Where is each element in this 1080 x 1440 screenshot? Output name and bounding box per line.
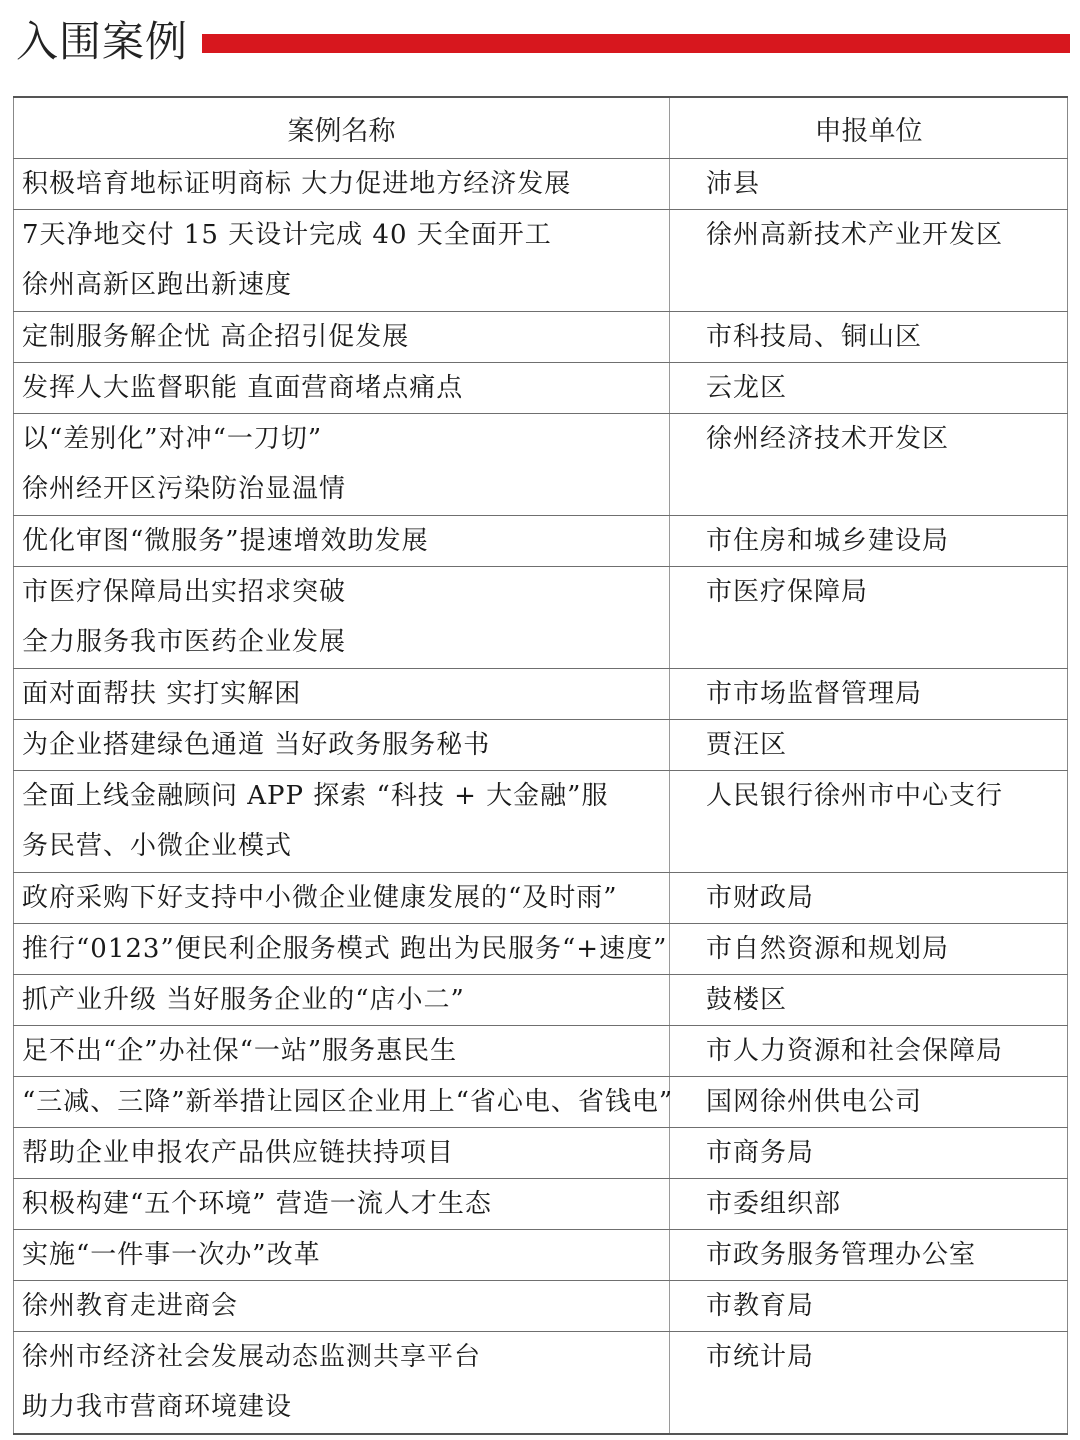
case-name-line: 发挥人大监督职能 直面营商堵点痛点: [22, 373, 464, 403]
table-row: [14, 1230, 1068, 1281]
unit-text: 市人力资源和社会保障局: [706, 1036, 1004, 1066]
page-title: 入围案例: [16, 17, 189, 66]
unit-cell: [670, 363, 1068, 414]
unit-text: 国网徐州供电公司: [706, 1087, 923, 1117]
case-name-line: 以“差别化”对冲“一刀切”: [22, 424, 323, 454]
table-row: [14, 1179, 1068, 1230]
case-name-cell: [14, 516, 670, 567]
case-name-line: 帮助企业申报农产品供应链扶持项目: [22, 1138, 455, 1168]
unit-cell: [670, 720, 1068, 771]
case-name-line: 足不出“企”办社保“一站”服务惠民生: [22, 1036, 458, 1066]
column-header-unit: 申报单位: [670, 97, 1068, 159]
case-name-cell: [14, 414, 670, 516]
case-name-cell: [14, 567, 670, 669]
unit-text: 市教育局: [706, 1291, 815, 1321]
unit-text: 云龙区: [706, 373, 788, 403]
column-header-case-name: 案例名称: [14, 97, 670, 159]
unit-cell: [670, 1332, 1068, 1435]
case-name-cell: [14, 924, 670, 975]
case-name-line: 面对面帮扶 实打实解困: [22, 679, 302, 709]
table-row: [14, 720, 1068, 771]
case-name-cell: [14, 873, 670, 924]
unit-text: 市财政局: [706, 883, 815, 913]
unit-text: 市政务服务管理办公室: [706, 1240, 977, 1270]
unit-cell: [670, 567, 1068, 669]
unit-cell: [670, 771, 1068, 873]
case-name-line: 积极培育地标证明商标 大力促进地方经济发展: [22, 169, 572, 199]
unit-text: 市市场监督管理局: [706, 679, 923, 709]
unit-text: 市商务局: [706, 1138, 815, 1168]
case-name-cell: [14, 1128, 670, 1179]
cases-table: [13, 96, 1068, 1435]
cases-table-container: [13, 96, 1067, 1421]
case-name-cell: [14, 1077, 674, 1128]
case-name-cell: [14, 1281, 670, 1332]
table-row: [14, 873, 1068, 924]
case-name-line: 务民营、小微企业模式: [22, 831, 293, 861]
unit-text: 人民银行徐州市中心支行: [706, 781, 1004, 811]
unit-text: 徐州经济技术开发区: [706, 424, 950, 454]
unit-cell: [670, 516, 1068, 567]
unit-text: 沛县: [706, 169, 761, 199]
unit-text: 市科技局、铜山区: [706, 322, 923, 352]
case-name-line: 为企业搭建绿色通道 当好政务服务秘书: [22, 730, 491, 760]
table-row: [14, 312, 1068, 363]
case-name-cell: [14, 159, 670, 210]
case-name-line: 全面上线金融顾问 APP 探索 “科技 + 大金融”服: [22, 781, 609, 811]
case-name-line: 实施“一件事一次办”改革: [22, 1240, 321, 1270]
unit-cell: [670, 1077, 1068, 1128]
case-name-line: “三减、三降”新举措让园区企业用上“省心电、省钱电”: [22, 1087, 674, 1117]
case-name-line: 7天净地交付 15 天设计完成 40 天全面开工: [22, 220, 552, 250]
unit-cell: [670, 924, 1068, 975]
case-name-line: 徐州经开区污染防治显温情: [22, 474, 347, 504]
table-row: [14, 414, 1068, 516]
table-row: [14, 1281, 1068, 1332]
unit-cell: [670, 1230, 1068, 1281]
unit-text: 市医疗保障局: [706, 577, 869, 607]
table-row: [14, 159, 1068, 210]
table-row: [14, 669, 1068, 720]
case-name-line: 积极构建“五个环境” 营造一流人才生态: [22, 1189, 492, 1219]
case-name-line: 徐州高新区跑出新速度: [22, 270, 293, 300]
unit-cell: [670, 1128, 1068, 1179]
case-name-cell: [14, 363, 670, 414]
unit-text: 市住房和城乡建设局: [706, 526, 950, 556]
title-accent-bar: [202, 34, 1070, 53]
table-row: [14, 1026, 1068, 1077]
case-name-cell: [14, 771, 670, 873]
unit-text: 市委组织部: [706, 1189, 842, 1219]
case-name-line: 助力我市营商环境建设: [22, 1392, 293, 1422]
unit-text: 贾汪区: [706, 730, 788, 760]
case-name-cell: [14, 720, 670, 771]
unit-cell: [670, 414, 1068, 516]
page-header: [14, 8, 1070, 78]
table-row: [14, 516, 1068, 567]
case-name-line: 抓产业升级 当好服务企业的“店小二”: [22, 985, 465, 1015]
unit-text: 徐州高新技术产业开发区: [706, 220, 1004, 250]
case-name-line: 政府采购下好支持中小微企业健康发展的“及时雨”: [22, 883, 618, 913]
unit-cell: [670, 873, 1068, 924]
case-name-cell: [14, 210, 670, 312]
unit-cell: [670, 159, 1068, 210]
unit-cell: [670, 669, 1068, 720]
table-row: [14, 975, 1068, 1026]
unit-cell: [670, 975, 1068, 1026]
unit-text: 市自然资源和规划局: [706, 934, 950, 964]
unit-cell: [670, 312, 1068, 363]
table-row: [14, 1128, 1068, 1179]
table-row: [14, 771, 1068, 873]
unit-cell: [670, 1179, 1068, 1230]
case-name-cell: [14, 1179, 670, 1230]
table-row: [14, 1332, 1068, 1435]
case-name-cell: [14, 669, 670, 720]
case-name-line: 定制服务解企忧 高企招引促发展: [22, 322, 410, 352]
case-name-cell: [14, 975, 670, 1026]
unit-text: 市统计局: [706, 1342, 815, 1372]
case-name-line: 徐州市经济社会发展动态监测共享平台: [22, 1342, 482, 1372]
unit-cell: [670, 210, 1068, 312]
case-name-line: 推行“0123”便民利企服务模式 跑出为民服务“+速度”: [22, 934, 668, 964]
table-row: [14, 924, 1068, 975]
case-name-line: 市医疗保障局出实招求突破: [22, 577, 347, 607]
unit-cell: [670, 1026, 1068, 1077]
table-header-row: [14, 97, 1068, 159]
case-name-cell: [14, 1230, 670, 1281]
table-row: [14, 1077, 1068, 1128]
table-row: [14, 363, 1068, 414]
case-name-line: 全力服务我市医药企业发展: [22, 627, 347, 657]
table-body: [14, 159, 1068, 1435]
case-name-cell: [14, 1332, 670, 1435]
unit-text: 鼓楼区: [706, 985, 788, 1015]
unit-cell: [670, 1281, 1068, 1332]
table-row: [14, 567, 1068, 669]
case-name-cell: [14, 312, 670, 363]
case-name-line: 徐州教育走进商会: [22, 1291, 239, 1321]
case-name-cell: [14, 1026, 670, 1077]
case-name-line: 优化审图“微服务”提速增效助发展: [22, 526, 429, 556]
table-row: [14, 210, 1068, 312]
